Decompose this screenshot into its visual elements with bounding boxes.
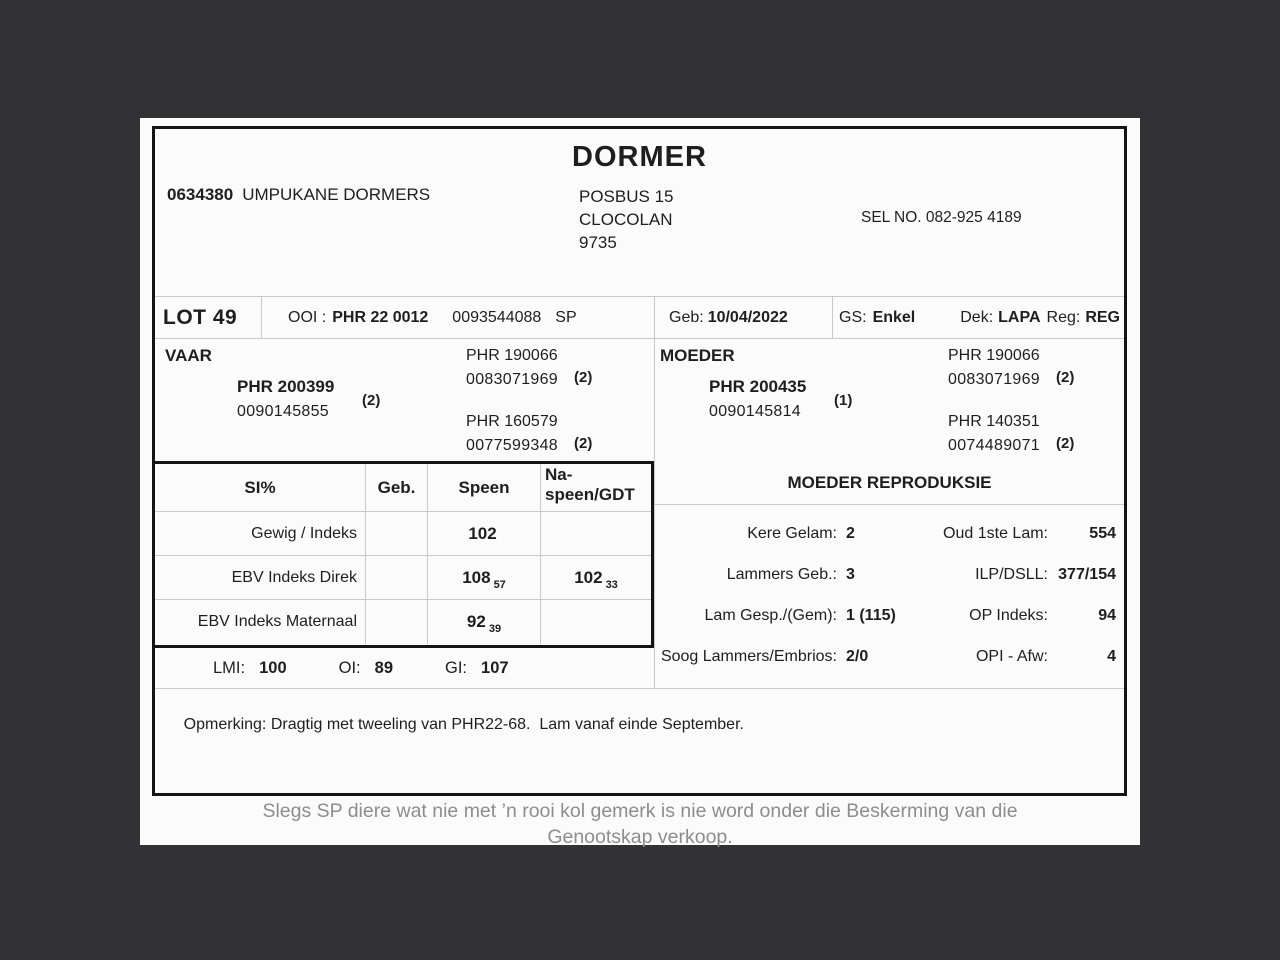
si-table-header [155, 464, 651, 512]
stats-section [155, 461, 1124, 688]
remark-row [155, 688, 1124, 793]
reproduction-title: MOEDER REPRODUKSIE [655, 461, 1124, 505]
sire-pedigree [155, 339, 655, 461]
ewe-id-cell [262, 297, 655, 338]
oi-pair: OI: 89 [338, 658, 393, 677]
index-row [155, 648, 654, 688]
reproduction-rows [655, 505, 1124, 677]
birth-status-cell [833, 297, 945, 338]
disclaimer-line: Genootskap verkoop. [547, 826, 733, 848]
address-line: CLOCOLAN [579, 210, 673, 229]
grandparent-count: (2) [1055, 369, 1075, 386]
grandparent-reg-number: 0074489071 [948, 437, 1040, 454]
si-naspeen-value [541, 600, 651, 644]
pedigree-section [155, 339, 1124, 461]
repro-row: Lam Gesp./(Gem): 1 (115) OP Indeks: 94 [704, 606, 1116, 624]
table-row [155, 512, 651, 556]
grandparent-count: (2) [573, 369, 593, 386]
si-row-label: EBV Indeks Maternaal [155, 600, 366, 644]
lmi-pair: LMI: 100 [213, 658, 287, 677]
sire-block [237, 377, 381, 421]
dek-value: LAPA [998, 308, 1041, 326]
si-row-label: EBV Indeks Direk [155, 556, 366, 599]
si-header-geb: Geb. [366, 464, 428, 511]
repro-row: Kere Gelam: 2 Oud 1ste Lam: 554 [747, 524, 1116, 542]
repro-row: Soog Lammers/Embrios: 2/0 OPI - Afw: 4 [660, 647, 1116, 665]
grandparent-name: PHR 140351 [948, 413, 1040, 430]
si-speen-value: 102 [428, 512, 541, 555]
gs-label: GS: [839, 308, 867, 326]
sire-reg-number: 0090145855 [237, 403, 329, 420]
dam-grandparent-2 [948, 413, 1074, 455]
ooi-tag: PHR 22 0012 [332, 308, 429, 326]
si-naspeen-value [541, 512, 651, 555]
dam-grandparent-1 [948, 347, 1074, 389]
sire-name: PHR 200399 [237, 377, 335, 396]
si-row-label: Gewig / Indeks [155, 512, 366, 555]
ooi-suffix: SP [555, 308, 577, 326]
table-row [155, 556, 651, 600]
si-geb-value [366, 600, 428, 644]
si-naspeen-value: 102 33 [574, 567, 618, 591]
catalogue-card [140, 118, 1140, 848]
reg-label: Reg: [1046, 308, 1081, 326]
dam-count: (1) [834, 392, 853, 409]
si-table [155, 461, 654, 648]
dam-reg-number: 0090145814 [709, 403, 801, 420]
repro-row: Lammers Geb.: 3 ILP/DSLL: 377/154 [726, 565, 1116, 583]
si-speen-value: 108 57 [428, 556, 541, 599]
phone-number: SEL NO. 082-925 4189 [861, 209, 1022, 226]
si-column [155, 461, 655, 688]
dam-name: PHR 200435 [709, 377, 807, 396]
card-header [155, 129, 1124, 296]
reproduction-section [655, 461, 1124, 688]
breed-title: DORMER [572, 141, 707, 173]
grandparent-reg-number: 0083071969 [948, 371, 1040, 388]
stud-name: UMPUKANE DORMERS [242, 185, 431, 204]
dek-reg-cell [945, 297, 1124, 338]
dek-label: Dek: [960, 308, 994, 326]
geb-value: 10/04/2022 [707, 308, 788, 326]
gs-value: Enkel [872, 308, 916, 326]
table-row [155, 600, 651, 644]
si-geb-value [366, 556, 428, 599]
sire-count: (2) [362, 392, 381, 409]
ooi-label: OOI : [288, 308, 327, 326]
member-number: 0634380 [167, 185, 234, 204]
si-speen-value: 92 39 [428, 600, 541, 644]
remark-text: Opmerking: Dragtig met tweeling van PHR22-68. Lam vanaf einde September. [183, 716, 744, 733]
grandparent-count: (2) [573, 435, 593, 452]
breeder-address [579, 185, 674, 254]
si-header-naspeen: Na-speen/GDT [545, 465, 635, 504]
address-line: POSBUS 15 [579, 187, 674, 206]
reg-value: REG [1085, 308, 1120, 326]
sire-grandparent-1 [466, 347, 592, 389]
grandparent-name: PHR 190066 [948, 347, 1040, 364]
dam-pedigree [655, 339, 1124, 461]
geb-label: Geb: [669, 308, 704, 326]
ooi-reg-number: 0093544088 [452, 308, 542, 326]
sire-grandparent-2 [466, 413, 592, 455]
grandparent-reg-number: 0077599348 [466, 437, 558, 454]
grandparent-name: PHR 190066 [466, 347, 558, 364]
si-header-speen: Speen [428, 464, 541, 511]
disclaimer-line: Slegs SP diere wat nie met ’n rooi kol gemerk is nie word onder die Beskerming van die [262, 800, 1018, 822]
birthdate-cell [655, 297, 833, 338]
disclaimer-footer [140, 798, 1140, 850]
grandparent-count: (2) [1055, 435, 1075, 452]
si-geb-value [366, 512, 428, 555]
lot-number: LOT 49 [155, 297, 262, 338]
grandparent-reg-number: 0083071969 [466, 371, 558, 388]
si-header-si: SI% [155, 464, 366, 511]
address-line: 9735 [579, 233, 617, 252]
grandparent-name: PHR 160579 [466, 413, 558, 430]
card-border-box [152, 126, 1127, 796]
gi-pair: GI: 107 [445, 658, 509, 677]
dam-label: MOEDER [660, 346, 735, 365]
lot-row [155, 296, 1124, 339]
sire-label: VAAR [165, 346, 212, 365]
breeder-line [167, 185, 430, 205]
dam-block [709, 377, 853, 421]
